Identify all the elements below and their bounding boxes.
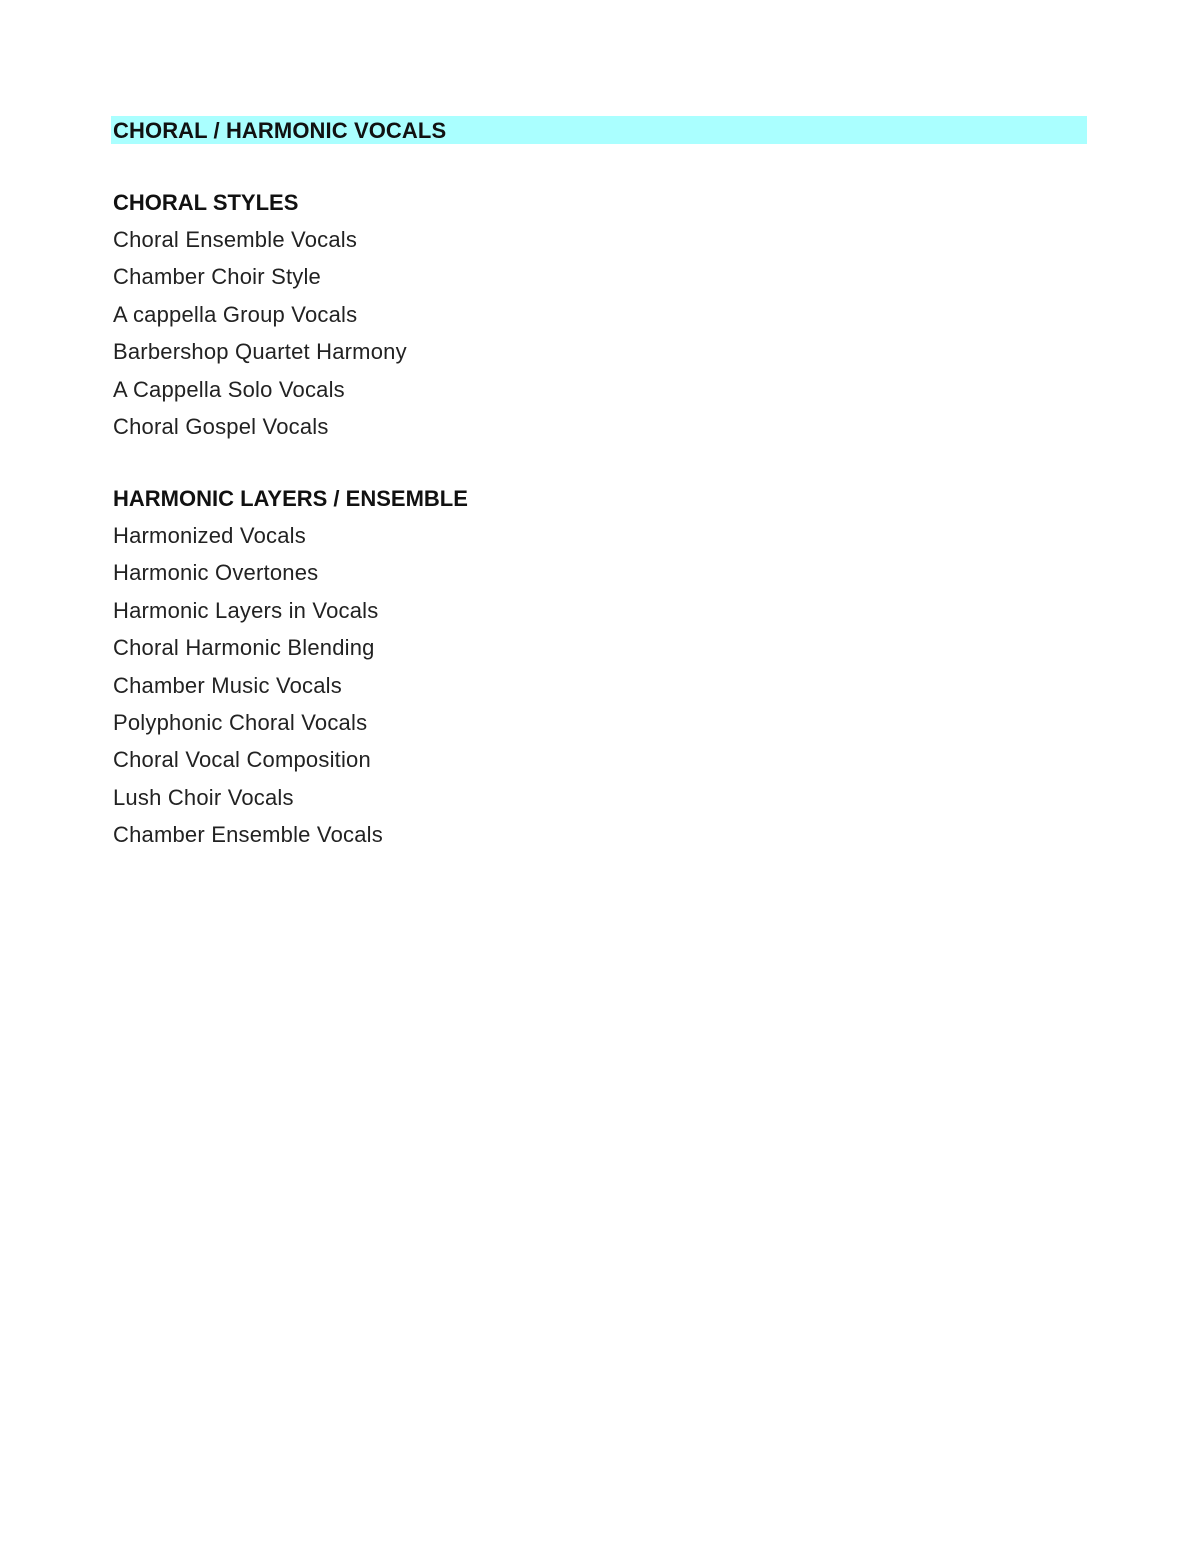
title-highlight-band	[111, 116, 1087, 144]
section-heading: CHORAL STYLES	[113, 190, 299, 215]
list-item: Choral Ensemble Vocals	[113, 227, 358, 252]
list-item: Chamber Choir Style	[113, 264, 321, 290]
list-item: Choral Gospel Vocals	[113, 413, 329, 439]
list-item: Chamber Music Vocals	[113, 672, 342, 698]
list-item: Lush Choir Vocals	[113, 784, 294, 810]
list-item: Harmonic Overtones	[113, 560, 319, 586]
list-item: A cappella Group Vocals	[113, 301, 358, 327]
list-item: Choral Harmonic Blending	[113, 635, 375, 661]
list-item: Barbershop Quartet Harmony	[113, 339, 407, 365]
list-item: Polyphonic Choral Vocals	[113, 709, 368, 735]
document-title: CHORAL / HARMONIC VOCALS	[113, 118, 447, 143]
section-heading: HARMONIC LAYERS / ENSEMBLE	[113, 486, 468, 511]
list-item: A Cappella Solo Vocals	[113, 376, 345, 402]
section-harmonic-layers	[113, 480, 1013, 854]
list-item: Choral Vocal Composition	[113, 747, 371, 773]
section-choral-styles	[113, 184, 1013, 445]
list-item: Chamber Ensemble Vocals	[113, 822, 383, 848]
list-item: Harmonized Vocals	[113, 523, 306, 548]
list-item: Harmonic Layers in Vocals	[113, 597, 379, 623]
